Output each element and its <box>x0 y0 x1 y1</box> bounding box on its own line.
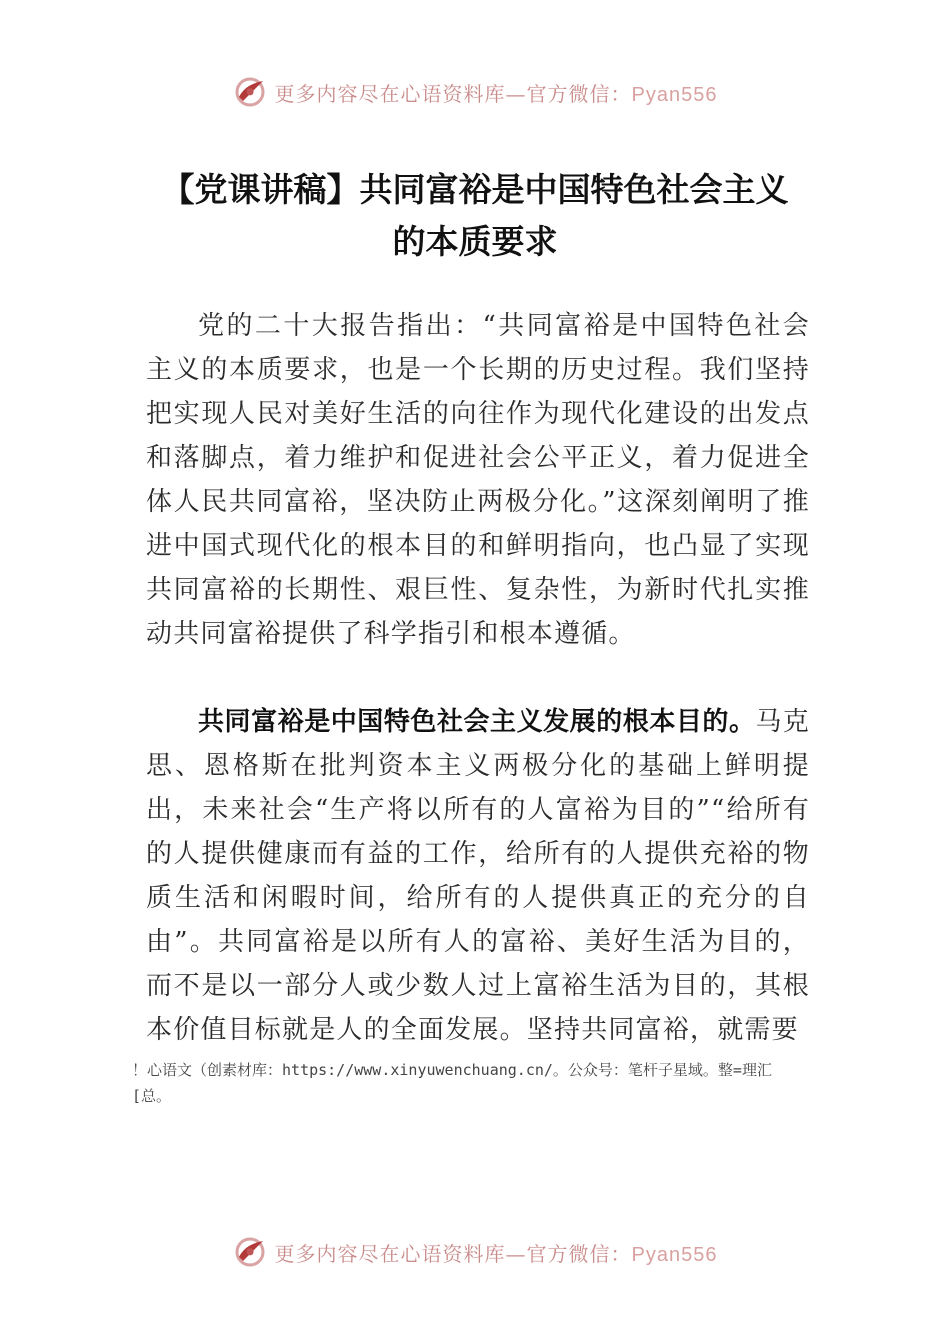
header-banner-text <box>275 78 718 107</box>
body-paragraph-2 <box>146 700 810 1052</box>
paragraph-2-body: 马克思、恩格斯在批判资本主义两极分化的基础上鲜明提出，未来社会“生产将以所有的人富裕为目的”“给所有的人提供健康而有益的工作，给所有的人提供充裕的物质生活和闲暇时间，给所有的人提供真正的充分的自由”。共同富裕是以所有人的富裕、美好生活为目的，而不是以一部分人或少数人过上富裕生活为目的，其根本价值目标就是人的全面发展。坚持共同富裕，就需要 <box>146 707 810 1045</box>
footer-banner <box>0 1230 950 1274</box>
header-banner-label: 更多内容尽在心语资料库—官方微信： <box>274 81 632 106</box>
footnote-line-1: ！心语文（创素材库：https://www.xinyuwenchuang.cn/。公众号：笔杆子星域。整=理汇 <box>132 1061 772 1079</box>
body-paragraph-1: 党的二十大报告指出：“共同富裕是中国特色社会主义的本质要求，也是一个长期的历史过程。我们坚持把实现人民对美好生活的向往作为现代化建设的出发点和落脚点，着力维护和促进社会公平正义，着力促进全体人民共同富裕，坚决防止两极分化。”这深刻阐明了推进中国式现代化的根本目的和鲜明指向，也凸显了实现共同富裕的长期性、艰巨性、复杂性，为新时代扎实推动共同富裕提供了科学指引和根本遵循。 <box>146 311 810 649</box>
page-title <box>100 164 850 268</box>
footer-banner-label: 更多内容尽在心语资料库—官方微信： <box>274 1241 632 1266</box>
red-swirl-logo-icon <box>233 1235 267 1269</box>
paragraph-2-lead: 共同富裕是中国特色社会主义发展的根本目的。 <box>198 707 756 737</box>
footer-banner-text <box>275 1238 718 1267</box>
page-title-line-1: 【党课讲稿】共同富裕是中国特色社会主义 <box>161 170 789 209</box>
red-swirl-logo-icon <box>233 75 267 109</box>
header-banner-wechat-id: Pyan556 <box>631 83 718 106</box>
page-title-line-2: 的本质要求 <box>392 222 558 261</box>
footnote <box>132 1057 832 1109</box>
header-banner <box>0 70 950 114</box>
footer-banner-wechat-id: Pyan556 <box>631 1243 718 1266</box>
footnote-line-2: [总。 <box>132 1087 172 1105</box>
